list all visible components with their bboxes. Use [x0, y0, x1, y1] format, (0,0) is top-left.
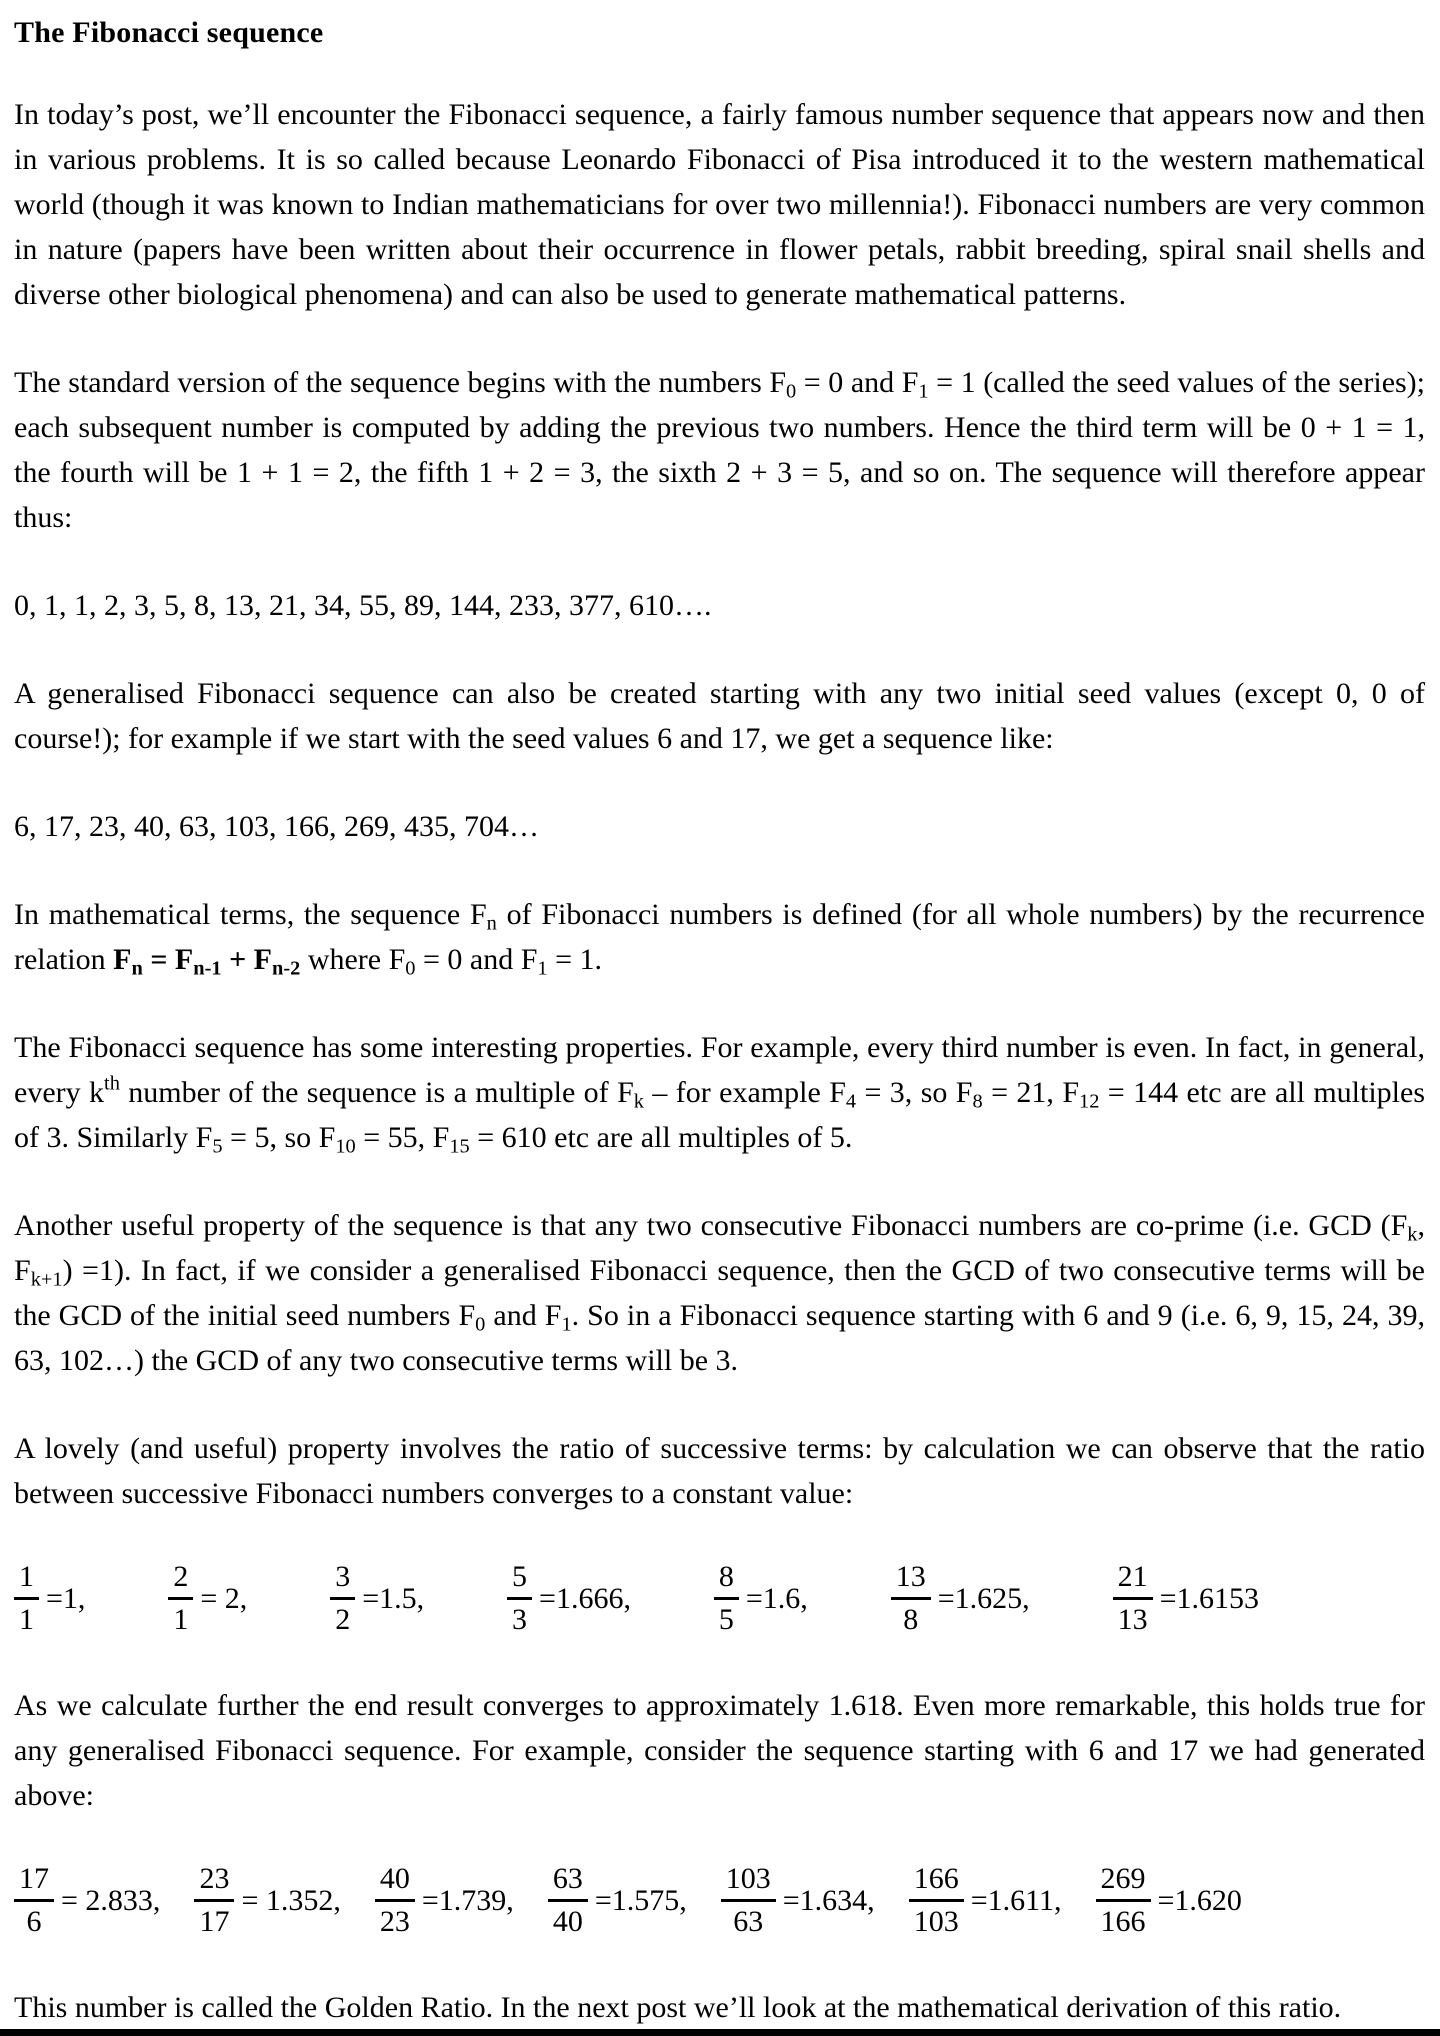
fraction: [375, 1861, 415, 1940]
text-segment: where F: [300, 943, 406, 976]
subscript: 1: [561, 1313, 572, 1336]
fraction-item: [891, 1559, 1030, 1638]
text-segment: = 610 etc are all multiples of 5.: [469, 1121, 853, 1154]
generalised-fractions-row: [14, 1861, 1242, 1940]
fraction-item: [14, 1559, 85, 1638]
subscript: n-2: [271, 957, 301, 980]
fraction-value: =1.6153: [1159, 1581, 1259, 1615]
fraction-item: [714, 1559, 808, 1638]
fraction-value: = 2,: [200, 1581, 248, 1615]
subscript: 15: [449, 1135, 470, 1158]
fraction-item: [1096, 1861, 1242, 1940]
fraction-item: [507, 1559, 631, 1638]
fraction-numerator: 13: [891, 1559, 931, 1600]
subscript: 1: [537, 957, 548, 980]
fraction-value: =1.634,: [782, 1883, 875, 1917]
fraction-value: =1.575,: [594, 1883, 687, 1917]
fraction-item: [548, 1861, 687, 1940]
subscript: 10: [335, 1135, 356, 1158]
generalised-paragraph: A generalised Fibonacci sequence can also be created starting with any two initial seed values (except 0, 0 of course!); for example if we start with the seed values 6 and 17, we get a sequence like:: [14, 677, 1425, 755]
text-segment: and F: [485, 1299, 562, 1332]
fraction-value: =1.6,: [745, 1581, 808, 1615]
text-segment: = 5, so F: [222, 1121, 336, 1154]
text-segment: = 0 and F: [415, 943, 538, 976]
text-segment: In mathematical terms, the sequence F: [14, 898, 487, 931]
fraction: [1096, 1861, 1151, 1940]
golden-ratio-paragraph: This number is called the Golden Ratio. In the next post we’ll look at the mathematical derivation of this ratio.: [14, 1991, 1342, 2024]
fraction-numerator: 103: [721, 1861, 776, 1902]
fraction-numerator: 5: [507, 1559, 532, 1600]
fraction-denominator: 6: [26, 1905, 42, 1938]
ratio-paragraph: A lovely (and useful) property involves the ratio of successive terms: by calculation we can observe that the ratio between successive Fibonacci numbers converges to a constant value:: [14, 1432, 1425, 1510]
fraction-item: [375, 1861, 514, 1940]
subscript: k+1: [30, 1268, 63, 1291]
recurrence-paragraph: [14, 892, 1425, 982]
fraction-denominator: 23: [379, 1905, 410, 1938]
text-segment: , F: [14, 1209, 1425, 1287]
subscript: 0: [405, 957, 416, 980]
fraction-denominator: 3: [512, 1603, 528, 1636]
fraction-denominator: 1: [173, 1603, 189, 1636]
fraction: [909, 1861, 964, 1940]
fraction-denominator: 166: [1100, 1905, 1146, 1938]
fraction-denominator: 1: [19, 1603, 34, 1636]
subscript: 4: [845, 1090, 857, 1113]
fraction-numerator: 17: [14, 1861, 54, 1902]
fraction-item: [168, 1559, 247, 1638]
subscript: n: [486, 912, 497, 935]
fraction-item: [194, 1861, 340, 1940]
fraction-value: =1.611,: [970, 1883, 1062, 1917]
fraction: [891, 1559, 931, 1638]
bottom-bar: [0, 2029, 1440, 2036]
subscript: n-1: [193, 957, 222, 980]
subscript: 12: [1079, 1090, 1100, 1113]
fraction: [330, 1559, 355, 1638]
fraction-numerator: 1: [14, 1559, 39, 1600]
subscript: 8: [972, 1090, 983, 1113]
text-segment: – for example F: [643, 1076, 846, 1109]
fraction-item: [330, 1559, 424, 1638]
fraction-denominator: 5: [718, 1603, 734, 1636]
text-segment: Another useful property of the sequence is that any two consecutive Fibonacci numbers are co-prime (i.e. GCD (F: [14, 1209, 1408, 1242]
fraction-denominator: 103: [913, 1905, 959, 1938]
fraction-numerator: 21: [1113, 1559, 1153, 1600]
fraction: [14, 1559, 39, 1638]
text-segment: = F: [142, 943, 194, 976]
text-segment: F: [113, 943, 132, 976]
fraction-numerator: 166: [909, 1861, 964, 1902]
subscript: n: [131, 957, 143, 980]
subscript: 0: [475, 1313, 486, 1336]
fraction: [714, 1559, 739, 1638]
text-segment: = 1 (called the seed values of the series); each subsequent number is computed by adding the previous two numbers. Hence the third term will be 0 + 1 = 1, the fourth will be 1 + 1 = 2, the fifth 1 + 2 = 3, the sixth 2 + 3 = 5, and so on. The sequence will therefore appear thus:: [14, 366, 1426, 534]
text-segment: = 0 and F: [796, 366, 919, 399]
fraction-value: =1.620: [1157, 1883, 1242, 1917]
generalised-sequence-line: 6, 17, 23, 40, 63, 103, 166, 269, 435, 704…: [14, 810, 539, 843]
fraction: [194, 1861, 234, 1940]
fraction-value: =1.739,: [421, 1883, 514, 1917]
subscript: 1: [918, 380, 929, 403]
fraction-numerator: 23: [194, 1861, 234, 1902]
fraction-item: [14, 1861, 160, 1940]
standard-sequence-line: 0, 1, 1, 2, 3, 5, 8, 13, 21, 34, 55, 89, 144, 233, 377, 610….: [14, 589, 712, 622]
fraction-numerator: 40: [375, 1861, 415, 1902]
fraction-value: =1.666,: [539, 1581, 631, 1615]
fraction-numerator: 8: [714, 1559, 739, 1600]
fraction: [168, 1559, 193, 1638]
fraction-denominator: 40: [552, 1905, 583, 1938]
text-segment: The standard version of the sequence begins with the numbers F: [14, 366, 787, 399]
subscript: 5: [212, 1135, 223, 1158]
fraction-item: [1113, 1559, 1259, 1638]
fraction-denominator: 2: [335, 1603, 351, 1636]
fraction: [721, 1861, 776, 1940]
seed-values-paragraph: [14, 360, 1425, 540]
text-segment: = 55, F: [355, 1121, 450, 1154]
ratio-fractions-row: [14, 1559, 1259, 1638]
fraction-denominator: 17: [199, 1905, 230, 1938]
text-segment: of Fibonacci numbers is defined (for all whole numbers) by the recurrence relation: [14, 898, 1426, 976]
text-segment: . So in a Fibonacci sequence starting with 6 and 9 (i.e. 6, 9, 15, 24, 39, 63, 102…) the GCD of any two consecutive terms will be 3.: [14, 1299, 1425, 1377]
coprime-paragraph: [14, 1203, 1425, 1383]
superscript: th: [104, 1072, 120, 1095]
subscript: k: [1407, 1223, 1418, 1246]
fraction-value: =1.5,: [362, 1581, 425, 1615]
fraction-item: [721, 1861, 875, 1940]
fraction-value: = 1.352,: [241, 1883, 341, 1917]
intro-paragraph: In today’s post, we’ll encounter the Fibonacci sequence, a fairly famous number sequence that appears now and then in various problems. It is so called because Leonardo Fibonacci of Pisa introduced it to the western mathematical world (though it was known to Indian mathematicians for over two millennia!). Fibonacci numbers are very common in nature (papers have been written about their occurrence in flower petals, rabbit breeding, spiral snail shells and diverse other biological phenomena) and can also be used to generate mathematical patterns.: [14, 98, 1425, 311]
fraction-value: = 2.833,: [61, 1883, 161, 1917]
fraction-denominator: 63: [733, 1905, 764, 1938]
fraction-numerator: 2: [168, 1559, 193, 1600]
fraction: [14, 1861, 54, 1940]
fraction-numerator: 3: [330, 1559, 355, 1600]
recurrence-formula: [113, 943, 301, 980]
document-title: The Fibonacci sequence: [14, 16, 324, 49]
text-segment: = 21, F: [982, 1076, 1080, 1109]
text-segment: = 3, so F: [856, 1076, 973, 1109]
text-segment: = 1.: [547, 943, 603, 976]
fraction-numerator: 63: [548, 1861, 588, 1902]
fraction-numerator: 269: [1096, 1861, 1151, 1902]
text-segment: The Fibonacci sequence has some interesting properties. For example, every third number is even. In fact, in general, every k: [14, 1031, 1425, 1109]
fraction-value: =1.625,: [937, 1581, 1030, 1615]
fraction-denominator: 13: [1117, 1603, 1148, 1636]
properties-paragraph: [14, 1025, 1425, 1160]
text-segment: + F: [221, 943, 272, 976]
fraction: [548, 1861, 588, 1940]
fraction-denominator: 8: [903, 1603, 919, 1636]
fraction-value: =1,: [46, 1581, 86, 1615]
text-segment: = 144 etc are all multiples of 3. Similarly F: [14, 1076, 1425, 1154]
fraction: [507, 1559, 532, 1638]
fraction: [1113, 1559, 1153, 1638]
text-segment: ) =1). In fact, if we consider a generalised Fibonacci sequence, then the GCD of two consecutive terms will be the GCD of the initial seed numbers F: [14, 1254, 1425, 1332]
text-segment: number of the sequence is a multiple of F: [119, 1076, 634, 1109]
convergence-paragraph: As we calculate further the end result converges to approximately 1.618. Even more remarkable, this holds true for any generalised Fibonacci sequence. For example, consider the sequence starting with 6 and 17 we had generated above:: [14, 1689, 1425, 1812]
subscript: k: [633, 1090, 644, 1113]
subscript: 0: [786, 380, 797, 403]
fraction-item: [909, 1861, 1062, 1940]
